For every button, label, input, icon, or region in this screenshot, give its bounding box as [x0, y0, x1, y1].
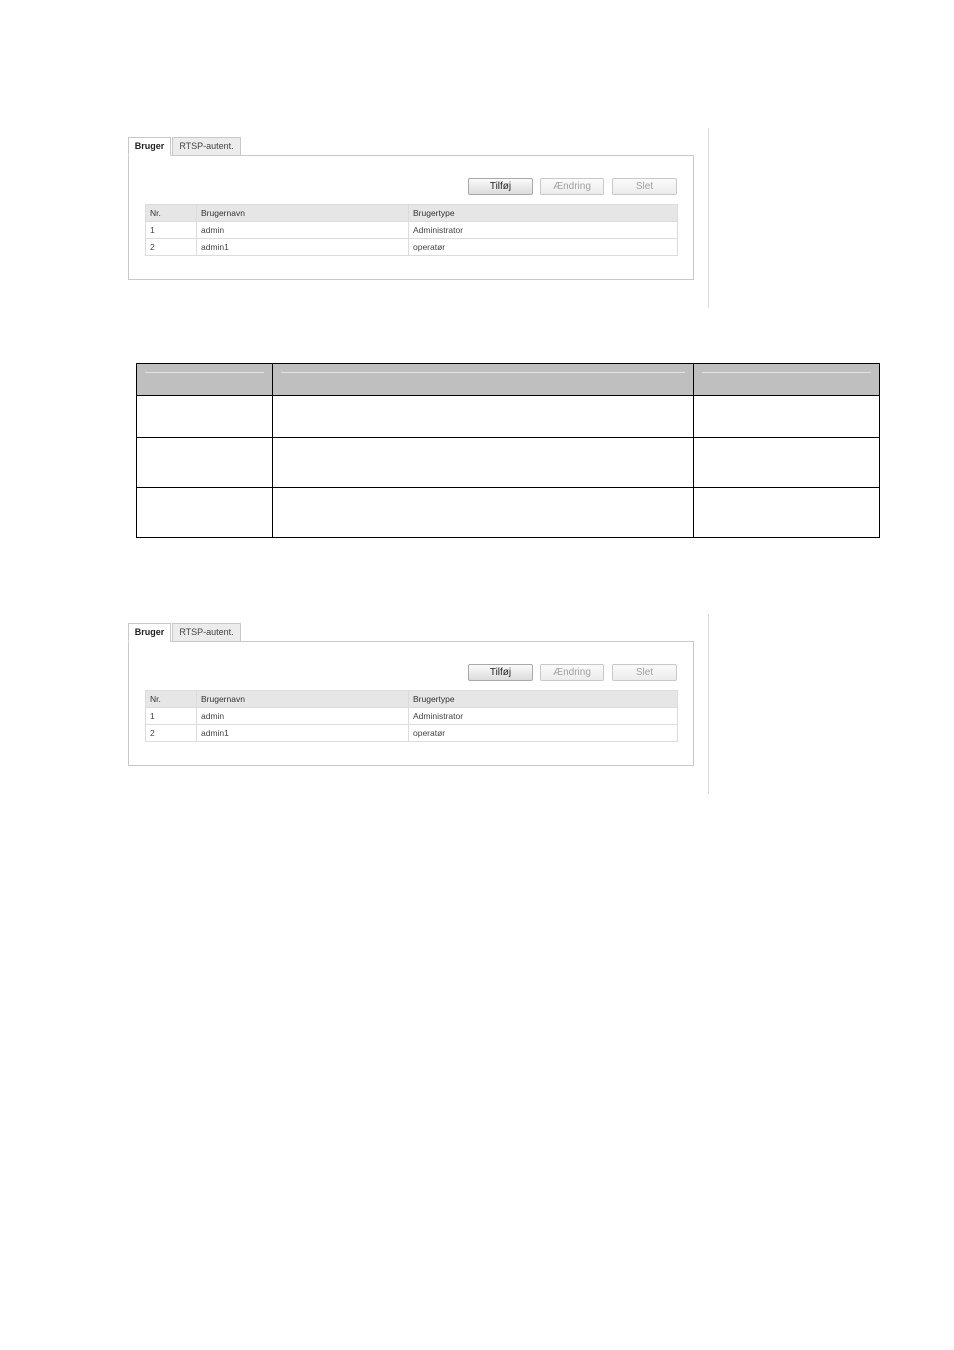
empty-table-row: [137, 396, 880, 438]
cell-username: admin: [197, 708, 409, 725]
table-row[interactable]: [146, 239, 678, 256]
cell-nr: 2: [146, 239, 197, 256]
table-header: [146, 205, 678, 222]
empty-cell: [137, 438, 273, 488]
empty-cell: [137, 488, 273, 538]
edit-button[interactable]: Ændring: [540, 664, 604, 681]
tab-content: [128, 155, 694, 280]
empty-header-cell: [137, 364, 273, 396]
empty-header-cell: [273, 364, 694, 396]
tab-rtsp-autent[interactable]: RTSP-autent.: [172, 137, 241, 156]
empty-cell: [137, 396, 273, 438]
tab-content: [128, 641, 694, 766]
empty-table-header: [137, 364, 880, 396]
column-header-brugertype: Brugertype: [409, 205, 678, 222]
empty-cell: [273, 396, 694, 438]
tab-rtsp-autent[interactable]: RTSP-autent.: [172, 623, 241, 642]
delete-button[interactable]: Slet: [612, 664, 677, 681]
table-row[interactable]: [146, 222, 678, 239]
delete-button[interactable]: Slet: [612, 178, 677, 195]
table-row[interactable]: [146, 725, 678, 742]
empty-header-cell: [694, 364, 880, 396]
cell-usertype: operatør: [409, 239, 678, 256]
cell-usertype: Administrator: [409, 222, 678, 239]
column-header-nr: Nr.: [146, 691, 197, 708]
add-button[interactable]: Tilføj: [468, 178, 533, 195]
tab-bruger[interactable]: Bruger: [128, 137, 171, 156]
tab-bruger[interactable]: Bruger: [128, 623, 171, 642]
table-header: [146, 691, 678, 708]
cell-usertype: operatør: [409, 725, 678, 742]
divider: [708, 614, 709, 794]
empty-cell: [694, 488, 880, 538]
empty-cell: [273, 438, 694, 488]
empty-table-row: [137, 438, 880, 488]
cell-nr: 2: [146, 725, 197, 742]
cell-username: admin1: [197, 239, 409, 256]
empty-table: [136, 363, 880, 538]
empty-table-row: [137, 488, 880, 538]
empty-cell: [273, 488, 694, 538]
column-header-brugertype: Brugertype: [409, 691, 678, 708]
cell-usertype: Administrator: [409, 708, 678, 725]
column-header-nr: Nr.: [146, 205, 197, 222]
column-header-brugernavn: Brugernavn: [197, 205, 409, 222]
table-row[interactable]: [146, 708, 678, 725]
column-header-brugernavn: Brugernavn: [197, 691, 409, 708]
divider: [708, 128, 709, 308]
cell-username: admin: [197, 222, 409, 239]
cell-username: admin1: [197, 725, 409, 742]
user-table: [145, 690, 678, 742]
user-panel-bottom: [128, 614, 709, 794]
user-panel-top: [128, 128, 709, 308]
user-table: [145, 204, 678, 256]
empty-cell: [694, 438, 880, 488]
cell-nr: 1: [146, 708, 197, 725]
empty-cell: [694, 396, 880, 438]
add-button[interactable]: Tilføj: [468, 664, 533, 681]
cell-nr: 1: [146, 222, 197, 239]
edit-button[interactable]: Ændring: [540, 178, 604, 195]
